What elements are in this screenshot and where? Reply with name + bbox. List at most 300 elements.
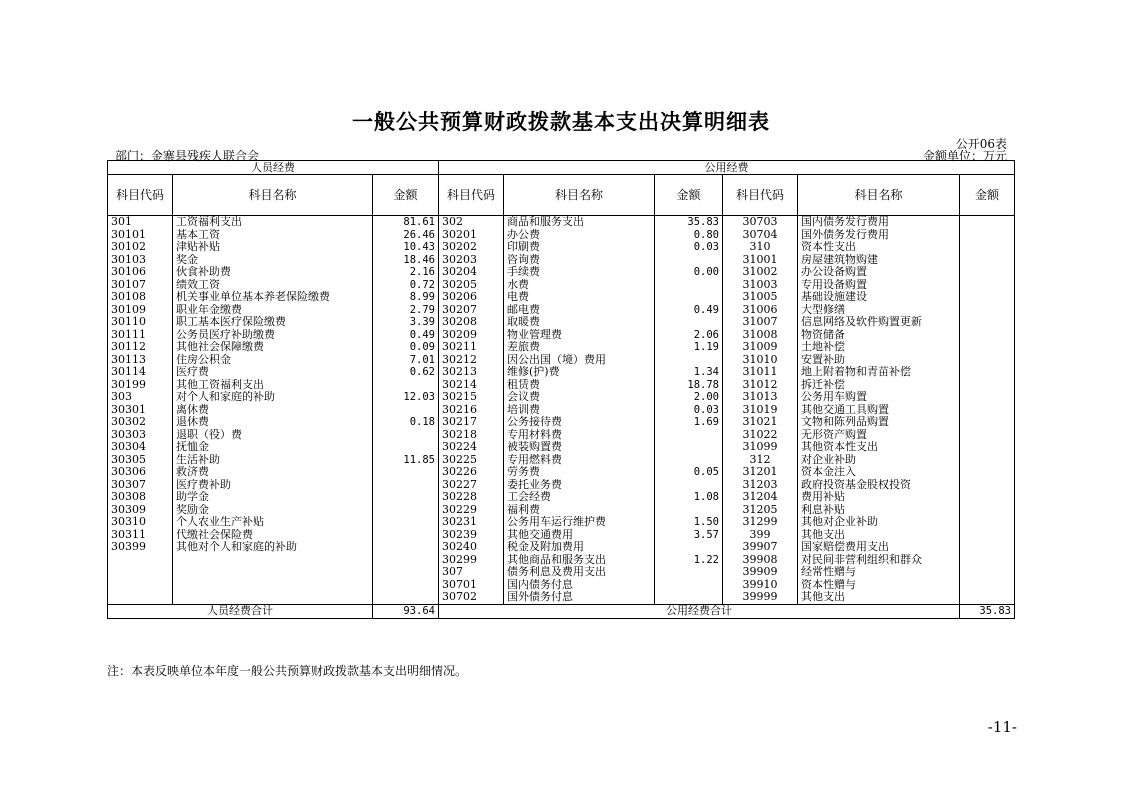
- name-cell: 安置补助: [798, 354, 960, 367]
- code-cell: 31001: [723, 254, 798, 267]
- amount-cell: [655, 354, 723, 367]
- code-cell: 301: [108, 216, 173, 229]
- amount-cell: [960, 329, 1015, 342]
- code-cell: 30702: [439, 591, 504, 604]
- name-cell: 公务用车购置: [798, 391, 960, 404]
- name-cell: 对个人和家庭的补助: [173, 391, 373, 404]
- code-cell: 39910: [723, 579, 798, 592]
- name-cell: 土地补偿: [798, 341, 960, 354]
- name-cell: 公务员医疗补助缴费: [173, 329, 373, 342]
- amount-cell: 35.83: [655, 216, 723, 229]
- code-cell: 31010: [723, 354, 798, 367]
- amount-cell: 18.78: [655, 379, 723, 392]
- code-cell: 302: [439, 216, 504, 229]
- amount-cell: [960, 304, 1015, 317]
- name-cell: 其他商品和服务支出: [504, 554, 655, 567]
- amount-cell: [960, 366, 1015, 379]
- code-cell: 30211: [439, 341, 504, 354]
- amount-cell: [960, 404, 1015, 417]
- code-cell: 30306: [108, 466, 173, 479]
- code-cell: 30208: [439, 316, 504, 329]
- group-header-public: 公用经费: [439, 161, 1015, 175]
- code-cell: [108, 591, 173, 604]
- table-row: [108, 416, 1015, 429]
- code-cell: [108, 554, 173, 567]
- code-cell: 30201: [439, 229, 504, 242]
- table-row: [108, 479, 1015, 492]
- name-cell: 职业年金缴费: [173, 304, 373, 317]
- amount-cell: [373, 466, 439, 479]
- code-cell: 31299: [723, 516, 798, 529]
- col-header-amount: 金额: [655, 175, 723, 216]
- name-cell: 住房公积金: [173, 354, 373, 367]
- code-cell: 30229: [439, 504, 504, 517]
- amount-cell: 81.61: [373, 216, 439, 229]
- code-cell: 307: [439, 566, 504, 579]
- code-cell: 30202: [439, 241, 504, 254]
- code-cell: 39907: [723, 541, 798, 554]
- amount-cell: [960, 216, 1015, 229]
- code-cell: 30206: [439, 291, 504, 304]
- code-cell: 31201: [723, 466, 798, 479]
- code-cell: 30703: [723, 216, 798, 229]
- code-cell: 31022: [723, 429, 798, 442]
- amount-cell: 3.39: [373, 316, 439, 329]
- amount-cell: [373, 529, 439, 542]
- code-cell: 31011: [723, 366, 798, 379]
- code-cell: 30214: [439, 379, 504, 392]
- amount-cell: [960, 516, 1015, 529]
- code-cell: 30310: [108, 516, 173, 529]
- page-number: -11-: [987, 718, 1017, 736]
- code-cell: 30224: [439, 441, 504, 454]
- amount-cell: [960, 229, 1015, 242]
- name-cell: [173, 566, 373, 579]
- amount-cell: 0.49: [655, 304, 723, 317]
- name-cell: 大型修缮: [798, 304, 960, 317]
- amount-cell: [960, 504, 1015, 517]
- name-cell: [173, 579, 373, 592]
- amount-cell: 0.49: [373, 329, 439, 342]
- name-cell: 其他支出: [798, 591, 960, 604]
- name-cell: 维修(护)费: [504, 366, 655, 379]
- name-cell: 文物和陈列品购置: [798, 416, 960, 429]
- amount-cell: [373, 566, 439, 579]
- code-cell: 30311: [108, 529, 173, 542]
- amount-cell: 11.85: [373, 454, 439, 467]
- table-row: [108, 279, 1015, 292]
- amount-cell: [960, 279, 1015, 292]
- amount-cell: 2.16: [373, 266, 439, 279]
- code-cell: 30231: [439, 516, 504, 529]
- name-cell: 津贴补贴: [173, 241, 373, 254]
- name-cell: 代缴社会保险费: [173, 529, 373, 542]
- amount-cell: 0.00: [655, 266, 723, 279]
- code-cell: 310: [723, 241, 798, 254]
- code-cell: 30109: [108, 304, 173, 317]
- amount-cell: 0.80: [655, 229, 723, 242]
- name-cell: 无形资产购置: [798, 429, 960, 442]
- code-cell: 31204: [723, 491, 798, 504]
- amount-cell: [960, 466, 1015, 479]
- code-cell: 30204: [439, 266, 504, 279]
- name-cell: 委托业务费: [504, 479, 655, 492]
- name-cell: 资本金注入: [798, 466, 960, 479]
- amount-cell: [960, 566, 1015, 579]
- code-cell: 30216: [439, 404, 504, 417]
- name-cell: 资本性赠与: [798, 579, 960, 592]
- amount-cell: [373, 379, 439, 392]
- name-cell: 公务用车运行维护费: [504, 516, 655, 529]
- code-cell: [108, 579, 173, 592]
- code-cell: 31012: [723, 379, 798, 392]
- code-cell: 30227: [439, 479, 504, 492]
- personnel-total-value: 93.64: [373, 604, 439, 618]
- name-cell: 债务利息及费用支出: [504, 566, 655, 579]
- table-title: 一般公共预算财政拨款基本支出决算明细表: [352, 109, 770, 134]
- code-cell: 31205: [723, 504, 798, 517]
- code-cell: 30108: [108, 291, 173, 304]
- amount-cell: [960, 479, 1015, 492]
- name-cell: 基础设施建设: [798, 291, 960, 304]
- table-row: [108, 379, 1015, 392]
- name-cell: 地上附着物和青苗补偿: [798, 366, 960, 379]
- code-cell: 31019: [723, 404, 798, 417]
- name-cell: 其他支出: [798, 529, 960, 542]
- table-row: [108, 254, 1015, 267]
- name-cell: 奖励金: [173, 504, 373, 517]
- table-row: [108, 554, 1015, 567]
- amount-cell: 18.46: [373, 254, 439, 267]
- amount-cell: [373, 516, 439, 529]
- col-header-name: 科目名称: [173, 175, 373, 216]
- name-cell: 水费: [504, 279, 655, 292]
- code-cell: 30107: [108, 279, 173, 292]
- code-cell: 30307: [108, 479, 173, 492]
- col-header-name: 科目名称: [798, 175, 960, 216]
- amount-cell: [960, 354, 1015, 367]
- table-row: [108, 316, 1015, 329]
- table-row: [108, 304, 1015, 317]
- code-cell: 30114: [108, 366, 173, 379]
- amount-cell: [655, 579, 723, 592]
- name-cell: 个人农业生产补贴: [173, 516, 373, 529]
- name-cell: 其他工资福利支出: [173, 379, 373, 392]
- table-row: [108, 441, 1015, 454]
- amount-cell: [655, 504, 723, 517]
- name-cell: 商品和服务支出: [504, 216, 655, 229]
- code-cell: 30203: [439, 254, 504, 267]
- name-cell: 其他交通费用: [504, 529, 655, 542]
- amount-cell: [960, 441, 1015, 454]
- amount-cell: 1.08: [655, 491, 723, 504]
- amount-cell: 0.09: [373, 341, 439, 354]
- code-cell: 31009: [723, 341, 798, 354]
- code-cell: 31003: [723, 279, 798, 292]
- name-cell: 专用材料费: [504, 429, 655, 442]
- name-cell: 奖金: [173, 254, 373, 267]
- amount-cell: 0.05: [655, 466, 723, 479]
- table-row: [108, 404, 1015, 417]
- name-cell: 公务接待费: [504, 416, 655, 429]
- amount-cell: [960, 591, 1015, 604]
- amount-cell: 1.34: [655, 366, 723, 379]
- code-cell: 30399: [108, 541, 173, 554]
- code-cell: 312: [723, 454, 798, 467]
- table-row: [108, 291, 1015, 304]
- name-cell: 手续费: [504, 266, 655, 279]
- name-cell: 其他对个人和家庭的补助: [173, 541, 373, 554]
- amount-cell: [655, 429, 723, 442]
- name-cell: 因公出国（境）费用: [504, 354, 655, 367]
- name-cell: 机关事业单位基本养老保险缴费: [173, 291, 373, 304]
- name-cell: 邮电费: [504, 304, 655, 317]
- col-header-amount: 金额: [373, 175, 439, 216]
- amount-cell: 0.03: [655, 241, 723, 254]
- table-body: [108, 216, 1015, 605]
- amount-cell: 2.79: [373, 304, 439, 317]
- name-cell: 国家赔偿费用支出: [798, 541, 960, 554]
- amount-cell: [960, 491, 1015, 504]
- name-cell: 其他交通工具购置: [798, 404, 960, 417]
- table-row: [108, 541, 1015, 554]
- name-cell: 工会经费: [504, 491, 655, 504]
- name-cell: [173, 591, 373, 604]
- amount-cell: [960, 291, 1015, 304]
- amount-cell: [960, 541, 1015, 554]
- amount-cell: [655, 591, 723, 604]
- name-cell: 被装购置费: [504, 441, 655, 454]
- amount-cell: 8.99: [373, 291, 439, 304]
- amount-cell: [960, 391, 1015, 404]
- name-cell: 退职（役）费: [173, 429, 373, 442]
- amount-cell: 3.57: [655, 529, 723, 542]
- code-cell: 31203: [723, 479, 798, 492]
- code-cell: 30299: [439, 554, 504, 567]
- table-row: [108, 579, 1015, 592]
- amount-cell: [373, 479, 439, 492]
- code-cell: 30111: [108, 329, 173, 342]
- table-row: [108, 354, 1015, 367]
- amount-cell: [960, 341, 1015, 354]
- name-cell: 福利费: [504, 504, 655, 517]
- code-cell: 30103: [108, 254, 173, 267]
- name-cell: 信息网络及软件购置更新: [798, 316, 960, 329]
- table-row: [108, 454, 1015, 467]
- code-cell: 30106: [108, 266, 173, 279]
- code-cell: 30308: [108, 491, 173, 504]
- code-cell: 30217: [439, 416, 504, 429]
- code-cell: 30113: [108, 354, 173, 367]
- amount-cell: [373, 429, 439, 442]
- name-cell: 离休费: [173, 404, 373, 417]
- amount-cell: [655, 254, 723, 267]
- department-label: 部门：金寨县残疾人联合会: [115, 149, 260, 163]
- table-row: [108, 216, 1015, 229]
- code-cell: 30701: [439, 579, 504, 592]
- amount-cell: [655, 291, 723, 304]
- name-cell: 办公费: [504, 229, 655, 242]
- amount-cell: [373, 404, 439, 417]
- expenditure-table: [107, 160, 1015, 619]
- amount-cell: 7.01: [373, 354, 439, 367]
- name-cell: 退休费: [173, 416, 373, 429]
- name-cell: 救济费: [173, 466, 373, 479]
- amount-cell: [655, 316, 723, 329]
- code-cell: 30215: [439, 391, 504, 404]
- name-cell: 差旅费: [504, 341, 655, 354]
- amount-cell: [373, 579, 439, 592]
- code-cell: 31099: [723, 441, 798, 454]
- code-cell: 31002: [723, 266, 798, 279]
- table-row: [108, 516, 1015, 529]
- code-cell: 30228: [439, 491, 504, 504]
- code-cell: 30199: [108, 379, 173, 392]
- personnel-total-label: 人员经费合计: [108, 604, 373, 618]
- code-cell: 30239: [439, 529, 504, 542]
- col-header-code: 科目代码: [723, 175, 798, 216]
- form-number: 公开06表: [955, 137, 1007, 151]
- name-cell: 助学金: [173, 491, 373, 504]
- name-cell: 办公设备购置: [798, 266, 960, 279]
- col-header-amount: 金额: [960, 175, 1015, 216]
- name-cell: 国内债务发行费用: [798, 216, 960, 229]
- amount-cell: 1.50: [655, 516, 723, 529]
- public-total-value: 35.83: [960, 604, 1015, 618]
- name-cell: 专用设备购置: [798, 279, 960, 292]
- name-cell: 其他社会保障缴费: [173, 341, 373, 354]
- amount-cell: [655, 454, 723, 467]
- amount-cell: [373, 441, 439, 454]
- name-cell: 专用燃料费: [504, 454, 655, 467]
- amount-cell: 0.18: [373, 416, 439, 429]
- code-cell: 30207: [439, 304, 504, 317]
- amount-cell: 0.62: [373, 366, 439, 379]
- table-row: [108, 391, 1015, 404]
- code-cell: 39909: [723, 566, 798, 579]
- name-cell: 医疗费补助: [173, 479, 373, 492]
- code-cell: 30205: [439, 279, 504, 292]
- amount-cell: [655, 479, 723, 492]
- code-cell: 30226: [439, 466, 504, 479]
- name-cell: 对民间非营利组织和群众: [798, 554, 960, 567]
- table-row: [108, 504, 1015, 517]
- table-row: [108, 491, 1015, 504]
- code-cell: 39908: [723, 554, 798, 567]
- amount-cell: [655, 541, 723, 554]
- name-cell: 税金及附加费用: [504, 541, 655, 554]
- amount-cell: [655, 279, 723, 292]
- amount-cell: [960, 429, 1015, 442]
- name-cell: 资本性支出: [798, 241, 960, 254]
- code-cell: [108, 566, 173, 579]
- amount-cell: [960, 266, 1015, 279]
- name-cell: 国内债务付息: [504, 579, 655, 592]
- code-cell: 30309: [108, 504, 173, 517]
- name-cell: 其他对企业补助: [798, 516, 960, 529]
- amount-cell: 1.19: [655, 341, 723, 354]
- amount-cell: 0.72: [373, 279, 439, 292]
- amount-cell: 2.00: [655, 391, 723, 404]
- name-cell: 对企业补助: [798, 454, 960, 467]
- name-cell: 伙食补助费: [173, 266, 373, 279]
- table-row: [108, 229, 1015, 242]
- amount-cell: [960, 379, 1015, 392]
- amount-cell: 12.03: [373, 391, 439, 404]
- amount-cell: 1.69: [655, 416, 723, 429]
- name-cell: 国外债务付息: [504, 591, 655, 604]
- table-row: [108, 529, 1015, 542]
- group-header-personnel: 人员经费: [108, 161, 439, 175]
- table-row: [108, 341, 1015, 354]
- name-cell: 物业管理费: [504, 329, 655, 342]
- name-cell: 劳务费: [504, 466, 655, 479]
- amount-cell: [960, 454, 1015, 467]
- amount-cell: [373, 504, 439, 517]
- code-cell: 30101: [108, 229, 173, 242]
- amount-cell: [655, 441, 723, 454]
- name-cell: 其他资本性支出: [798, 441, 960, 454]
- amount-cell: [960, 254, 1015, 267]
- amount-cell: [960, 241, 1015, 254]
- amount-cell: [960, 316, 1015, 329]
- code-cell: 31007: [723, 316, 798, 329]
- amount-cell: 1.22: [655, 554, 723, 567]
- amount-cell: 2.06: [655, 329, 723, 342]
- name-cell: 取暖费: [504, 316, 655, 329]
- code-cell: 399: [723, 529, 798, 542]
- name-cell: 基本工资: [173, 229, 373, 242]
- amount-cell: [960, 579, 1015, 592]
- name-cell: 职工基本医疗保险缴费: [173, 316, 373, 329]
- col-header-code: 科目代码: [108, 175, 173, 216]
- table-row: [108, 241, 1015, 254]
- table-row: [108, 329, 1015, 342]
- table-note: 注：本表反映单位本年度一般公共预算财政拨款基本支出明细情况。: [107, 664, 468, 678]
- name-cell: 费用补贴: [798, 491, 960, 504]
- name-cell: 政府投资基金股权投资: [798, 479, 960, 492]
- table-row: [108, 366, 1015, 379]
- amount-cell: [960, 416, 1015, 429]
- amount-cell: [373, 591, 439, 604]
- code-cell: 30305: [108, 454, 173, 467]
- name-cell: 印刷费: [504, 241, 655, 254]
- code-cell: 30218: [439, 429, 504, 442]
- col-header-name: 科目名称: [504, 175, 655, 216]
- table-row: [108, 466, 1015, 479]
- amount-cell: [960, 529, 1015, 542]
- code-cell: 30304: [108, 441, 173, 454]
- code-cell: 30301: [108, 404, 173, 417]
- code-cell: 30110: [108, 316, 173, 329]
- code-cell: 303: [108, 391, 173, 404]
- code-cell: 30209: [439, 329, 504, 342]
- name-cell: 工资福利支出: [173, 216, 373, 229]
- amount-cell: [655, 566, 723, 579]
- amount-cell: [373, 554, 439, 567]
- code-cell: 30112: [108, 341, 173, 354]
- table-row: [108, 566, 1015, 579]
- code-cell: 31021: [723, 416, 798, 429]
- amount-cell: 26.46: [373, 229, 439, 242]
- name-cell: 电费: [504, 291, 655, 304]
- public-total-label: 公用经费合计: [439, 604, 960, 618]
- code-cell: 39999: [723, 591, 798, 604]
- name-cell: 培训费: [504, 404, 655, 417]
- name-cell: 绩效工资: [173, 279, 373, 292]
- code-cell: 30704: [723, 229, 798, 242]
- amount-cell: [373, 491, 439, 504]
